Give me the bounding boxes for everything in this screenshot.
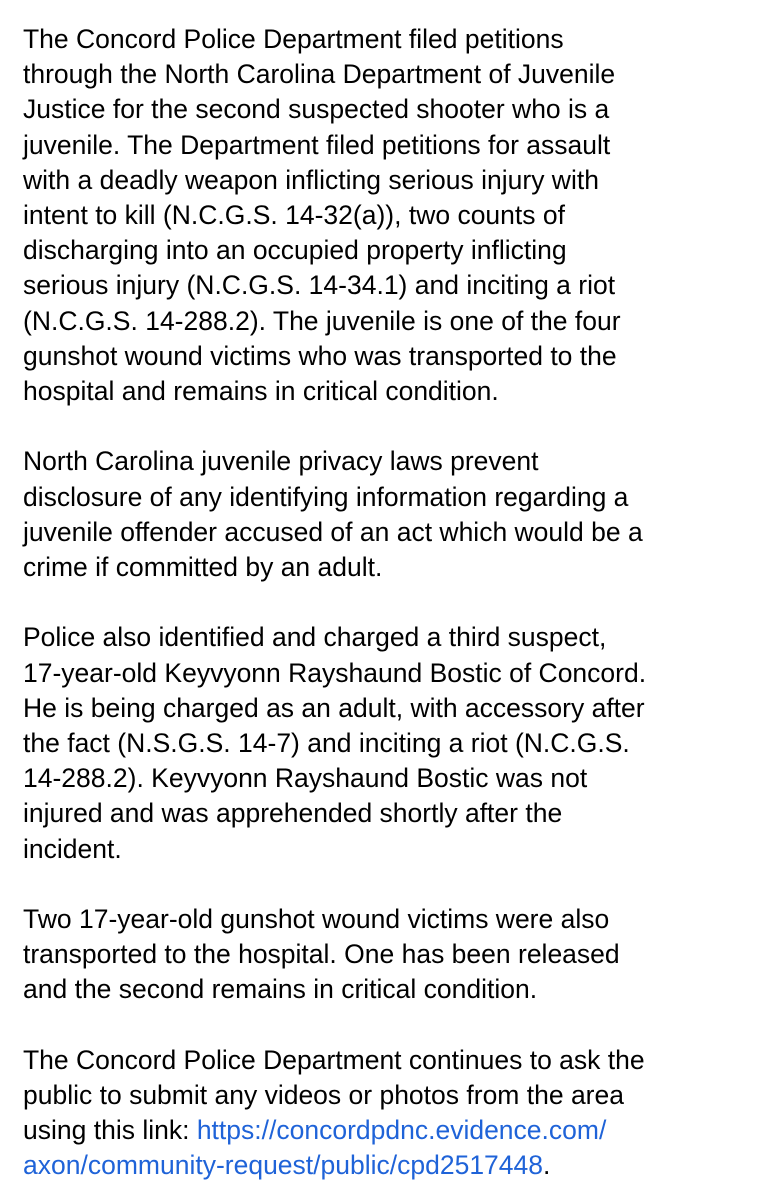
text-line: public to submit any videos or photos from the area — [23, 1080, 624, 1111]
text-line: through the North Carolina Department of Juvenile — [23, 59, 616, 90]
paragraph-victims — [23, 902, 743, 1008]
text-line: intent to kill (N.C.G.S. 14-32(a)), two counts of — [23, 200, 565, 231]
paragraph-third-suspect — [23, 620, 743, 866]
text-line: injured and was apprehended shortly after the — [23, 798, 563, 829]
link-suffix-text: . — [543, 1150, 551, 1181]
text-line: North Carolina juvenile privacy laws prevent — [23, 446, 539, 477]
text-line: Two 17-year-old gunshot wound victims were also — [23, 904, 610, 935]
text-line: juvenile offender accused of an act which would be a — [23, 516, 643, 547]
text-line: He is being charged as an adult, with accessory after — [23, 692, 645, 723]
text-line: the fact (N.S.G.S. 14-7) and inciting a riot (N.C.G.S. — [23, 728, 630, 759]
text-line: The Concord Police Department continues to ask the — [23, 1044, 645, 1075]
paragraph-privacy-laws — [23, 444, 743, 585]
text-line: discharging into an occupied property inflicting — [23, 235, 567, 266]
text-line — [23, 1148, 743, 1183]
link-prefix-text: using this link: — [23, 1115, 197, 1146]
text-line: juvenile. The Department filed petitions for assault — [23, 129, 611, 160]
document-body — [23, 22, 743, 1184]
text-line: 17-year-old Keyvyonn Rayshaund Bostic of Concord. — [23, 657, 647, 688]
evidence-link-part1[interactable]: https://concordpdnc.evidence.com/ — [196, 1115, 607, 1146]
paragraph-juvenile-petitions — [23, 22, 743, 409]
text-line: with a deadly weapon inflicting serious injury with — [23, 164, 599, 195]
text-line: hospital and remains in critical condition. — [23, 376, 499, 407]
text-line: 14-288.2). Keyvyonn Rayshaund Bostic was not — [23, 763, 588, 794]
evidence-link-part2[interactable]: axon/community-request/public/cpd2517448 — [23, 1150, 544, 1181]
text-line: serious injury (N.C.G.S. 14-34.1) and inciting a riot — [23, 270, 616, 301]
text-line: Police also identified and charged a third suspect, — [23, 622, 607, 653]
text-line: The Concord Police Department filed petitions — [23, 24, 564, 54]
text-line: (N.C.G.S. 14-288.2). The juvenile is one of the four — [23, 305, 621, 336]
text-line: and the second remains in critical condition. — [23, 974, 538, 1005]
paragraph-submit-evidence — [23, 1043, 743, 1184]
text-line — [23, 1113, 743, 1148]
text-line: Justice for the second suspected shooter who is a — [23, 94, 610, 125]
text-line: incident. — [23, 833, 122, 864]
text-line: crime if committed by an adult. — [23, 552, 383, 583]
text-line: disclosure of any identifying information regarding a — [23, 481, 629, 512]
text-line: gunshot wound victims who was transported to the — [23, 340, 617, 371]
text-line: transported to the hospital. One has been released — [23, 939, 620, 970]
